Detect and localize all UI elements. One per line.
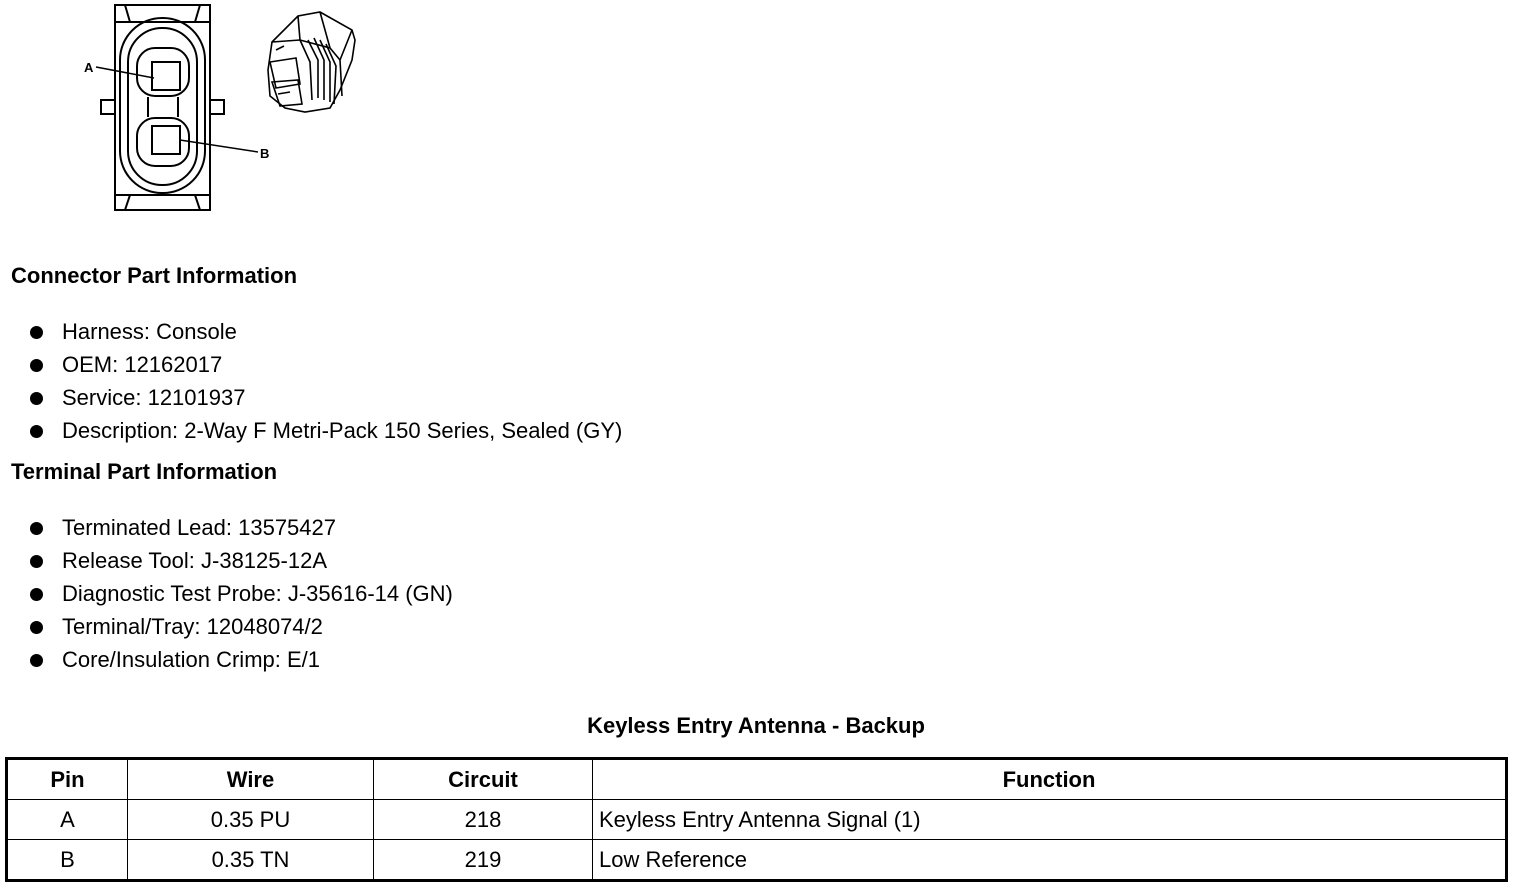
cell-wire: 0.35 PU [128, 800, 374, 840]
left-latch-tab [101, 100, 115, 114]
connector-iso-view [268, 12, 355, 112]
bullet-icon [30, 621, 43, 634]
connector-info-title: Connector Part Information [11, 263, 298, 288]
pin-label-b: B [260, 146, 270, 161]
connector-info-item: OEM: 12162017 [62, 352, 223, 377]
column-header-wire: Wire [128, 759, 374, 800]
bullet-icon [30, 522, 43, 535]
terminal-info-item: Terminated Lead: 13575427 [62, 515, 336, 540]
column-header-function: Function [593, 759, 1507, 800]
terminal-a [152, 62, 180, 90]
cell-wire: 0.35 TN [128, 840, 374, 881]
bullet-icon [30, 326, 43, 339]
cavity-a [137, 48, 189, 96]
terminal-b [152, 126, 180, 154]
terminal-info-item: Terminal/Tray: 12048074/2 [62, 614, 323, 639]
terminal-info-item: Release Tool: J-38125-12A [62, 548, 327, 573]
leader-line-a [96, 67, 154, 78]
cell-function: Keyless Entry Antenna Signal (1) [593, 800, 1507, 840]
terminal-info-item: Core/Insulation Crimp: E/1 [62, 647, 320, 672]
bullet-icon [30, 654, 43, 667]
bullet-icon [30, 392, 43, 405]
cell-circuit: 218 [374, 800, 593, 840]
bullet-icon [30, 555, 43, 568]
connector-info-item: Harness: Console [62, 319, 237, 344]
column-header-circuit: Circuit [374, 759, 593, 800]
pinout-table [5, 757, 1508, 882]
list-item [28, 348, 622, 381]
bullet-icon [30, 359, 43, 372]
list-item [28, 643, 453, 676]
connector-info-item: Service: 12101937 [62, 385, 246, 410]
terminal-info-title: Terminal Part Information [11, 459, 278, 484]
table-header-row [7, 759, 1507, 800]
list-item [28, 577, 453, 610]
table-title: Keyless Entry Antenna - Backup [587, 713, 925, 738]
right-latch-tab [210, 100, 224, 114]
cell-function: Low Reference [593, 840, 1507, 881]
terminal-info-list [28, 511, 453, 676]
leader-line-b [180, 140, 258, 152]
seal-ring-inner [128, 28, 197, 185]
table-row [7, 840, 1507, 881]
column-header-pin: Pin [7, 759, 128, 800]
table-row [7, 800, 1507, 840]
list-item [28, 544, 453, 577]
connector-diagram [60, 0, 380, 220]
list-item [28, 315, 622, 348]
list-item [28, 511, 453, 544]
list-item [28, 610, 453, 643]
cell-circuit: 219 [374, 840, 593, 881]
cell-pin: B [7, 840, 128, 881]
bullet-icon [30, 588, 43, 601]
connector-info-item: Description: 2-Way F Metri-Pack 150 Series, Sealed (GY) [62, 418, 623, 443]
bullet-icon [30, 425, 43, 438]
connector-info-list [28, 315, 622, 447]
cell-pin: A [7, 800, 128, 840]
connector-housing [115, 5, 210, 210]
terminal-info-item: Diagnostic Test Probe: J-35616-14 (GN) [62, 581, 453, 606]
pin-label-a: A [84, 60, 94, 75]
list-item [28, 414, 622, 447]
list-item [28, 381, 622, 414]
